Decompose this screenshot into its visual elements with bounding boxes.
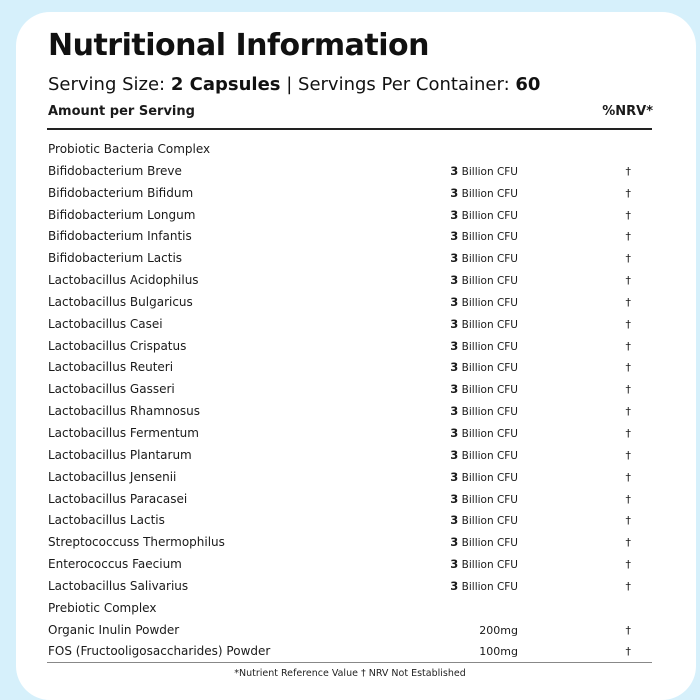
ingredient-name: Streptococcuss Thermophilus xyxy=(48,535,225,550)
ingredient-name: Lactobacillus Casei xyxy=(48,316,163,331)
ingredient-name: Lactobacillus Fermentum xyxy=(48,425,199,440)
amount-unit: Billion CFU xyxy=(458,537,518,550)
amount-unit: Billion CFU xyxy=(458,318,518,331)
ingredient-name: Prebiotic Complex xyxy=(48,600,157,615)
ingredient-row xyxy=(47,598,652,620)
ingredient-name: Bifidobacterium Longum xyxy=(48,207,196,222)
amount-unit: 100mg xyxy=(479,645,518,659)
ingredient-amount xyxy=(450,226,518,249)
ingredient-nrv: † xyxy=(625,470,631,484)
servings-per-container-value: 60 xyxy=(515,74,541,95)
serving-info xyxy=(48,74,540,95)
ingredient-row xyxy=(47,205,652,227)
ingredient-row xyxy=(47,336,652,358)
amount-unit: Billion CFU xyxy=(458,165,518,178)
amount-unit: Billion CFU xyxy=(458,209,518,222)
ingredient-nrv: † xyxy=(625,295,631,309)
ingredient-row xyxy=(47,532,652,554)
ingredient-row xyxy=(47,379,652,401)
ingredient-row xyxy=(47,357,652,379)
ingredient-nrv: † xyxy=(625,448,631,462)
amount-unit: Billion CFU xyxy=(458,580,518,593)
servings-per-container-label: Servings Per Container: xyxy=(298,74,516,95)
amount-value: 3 xyxy=(450,557,459,572)
ingredient-amount xyxy=(479,620,518,643)
amount-value: 3 xyxy=(450,229,459,244)
ingredient-amount xyxy=(450,445,518,468)
ingredient-nrv: † xyxy=(625,317,631,331)
footnote: *Nutrient Reference Value † NRV Not Established xyxy=(234,668,466,679)
ingredient-row xyxy=(47,467,652,489)
amount-value: 3 xyxy=(450,316,459,331)
amount-value: 3 xyxy=(450,294,459,309)
ingredient-nrv: † xyxy=(625,536,631,550)
ingredient-name: Bifidobacterium Lactis xyxy=(48,251,183,266)
amount-unit: Billion CFU xyxy=(458,231,518,244)
ingredient-nrv: † xyxy=(625,579,631,593)
ingredient-name: Lactobacillus Rhamnosus xyxy=(48,404,200,419)
ingredient-nrv: † xyxy=(625,645,631,659)
amount-unit: Billion CFU xyxy=(458,406,518,419)
amount-value: 3 xyxy=(450,447,459,462)
ingredient-name: Bifidobacterium Infantis xyxy=(48,229,192,244)
ingredient-amount xyxy=(450,401,518,424)
ingredient-name: Lactobacillus Reuteri xyxy=(48,360,174,375)
amount-unit: Billion CFU xyxy=(458,384,518,397)
ingredient-row xyxy=(47,139,652,161)
ingredient-nrv: † xyxy=(625,514,631,528)
ingredient-row xyxy=(47,510,652,532)
ingredient-amount xyxy=(450,336,518,359)
ingredient-nrv: † xyxy=(625,558,631,572)
ingredient-row xyxy=(47,641,652,663)
ingredient-name: Lactobacillus Plantarum xyxy=(48,447,192,462)
ingredient-amount xyxy=(450,510,518,533)
amount-unit: Billion CFU xyxy=(458,362,518,375)
ingredient-name: Bifidobacterium Breve xyxy=(48,163,182,178)
ingredient-row xyxy=(47,161,652,183)
amount-value: 3 xyxy=(450,425,459,440)
amount-value: 3 xyxy=(450,185,459,200)
amount-value: 3 xyxy=(450,207,459,222)
ingredient-nrv: † xyxy=(625,623,631,637)
nrv-header: %NRV* xyxy=(602,104,653,119)
ingredient-list xyxy=(47,139,652,663)
amount-value: 3 xyxy=(450,469,459,484)
ingredient-nrv: † xyxy=(625,164,631,178)
ingredient-nrv: † xyxy=(625,405,631,419)
ingredient-row xyxy=(47,270,652,292)
panel-title: Nutritional Information xyxy=(48,28,430,63)
ingredient-amount xyxy=(450,489,518,512)
ingredient-name: Bifidobacterium Bifidum xyxy=(48,185,194,200)
ingredient-name: Probiotic Bacteria Complex xyxy=(48,142,211,156)
ingredient-row xyxy=(47,314,652,336)
amount-unit: Billion CFU xyxy=(458,296,518,309)
ingredient-name: Lactobacillus Crispatus xyxy=(48,338,187,353)
ingredient-name: Lactobacillus Acidophilus xyxy=(48,273,199,288)
ingredient-amount xyxy=(450,423,518,446)
ingredient-amount xyxy=(450,292,518,315)
ingredient-amount xyxy=(450,357,518,380)
ingredient-row xyxy=(47,489,652,511)
amount-value: 3 xyxy=(450,360,459,375)
ingredient-amount xyxy=(450,314,518,337)
amount-value: 3 xyxy=(450,251,459,266)
amount-unit: Billion CFU xyxy=(458,449,518,462)
amount-unit: Billion CFU xyxy=(458,559,518,572)
ingredient-nrv: † xyxy=(625,230,631,244)
ingredient-name: Lactobacillus Bulgaricus xyxy=(48,294,193,309)
ingredient-nrv: † xyxy=(625,208,631,222)
ingredient-name: FOS (Fructooligosaccharides) Powder xyxy=(48,644,271,659)
ingredient-row xyxy=(47,248,652,270)
ingredient-amount xyxy=(450,379,518,402)
ingredient-nrv: † xyxy=(625,426,631,440)
ingredient-row xyxy=(47,576,652,598)
ingredient-nrv: † xyxy=(625,186,631,200)
ingredient-amount xyxy=(450,270,518,293)
amount-unit: Billion CFU xyxy=(458,340,518,353)
ingredient-name: Lactobacillus Paracasei xyxy=(48,491,188,506)
ingredient-row xyxy=(47,423,652,445)
ingredient-nrv: † xyxy=(625,274,631,288)
ingredient-amount xyxy=(479,641,518,664)
amount-unit: Billion CFU xyxy=(458,515,518,528)
amount-unit: Billion CFU xyxy=(458,471,518,484)
ingredient-name: Organic Inulin Powder xyxy=(48,622,180,637)
ingredient-name: Lactobacillus Gasseri xyxy=(48,382,175,397)
ingredient-row xyxy=(47,620,652,642)
ingredient-amount xyxy=(450,532,518,555)
amount-unit: 200mg xyxy=(479,623,518,637)
ingredient-amount xyxy=(450,248,518,271)
ingredient-nrv: † xyxy=(625,252,631,266)
amount-value: 3 xyxy=(450,338,459,353)
ingredient-row xyxy=(47,183,652,205)
ingredient-nrv: † xyxy=(625,492,631,506)
ingredient-row xyxy=(47,445,652,467)
ingredient-row xyxy=(47,226,652,248)
serving-separator: | xyxy=(280,74,299,95)
ingredient-name: Enterococcus Faecium xyxy=(48,557,182,572)
ingredient-amount xyxy=(450,576,518,599)
amount-value: 3 xyxy=(450,513,459,528)
amount-value: 3 xyxy=(450,273,459,288)
amount-unit: Billion CFU xyxy=(458,427,518,440)
footer-divider xyxy=(47,662,652,663)
ingredient-name: Lactobacillus Salivarius xyxy=(48,578,189,593)
ingredient-amount xyxy=(450,554,518,577)
ingredient-amount xyxy=(450,161,518,184)
ingredient-amount xyxy=(450,205,518,228)
amount-unit: Billion CFU xyxy=(458,275,518,288)
ingredient-nrv: † xyxy=(625,383,631,397)
serving-size-value: 2 Capsules xyxy=(170,74,281,95)
amount-value: 3 xyxy=(450,535,459,550)
ingredient-name: Lactobacillus Lactis xyxy=(48,513,165,528)
ingredient-nrv: † xyxy=(625,339,631,353)
amount-unit: Billion CFU xyxy=(458,253,518,266)
amount-value: 3 xyxy=(450,404,459,419)
amount-per-serving-header: Amount per Serving xyxy=(48,104,195,119)
ingredient-amount xyxy=(450,467,518,490)
amount-value: 3 xyxy=(450,382,459,397)
ingredient-nrv: † xyxy=(625,361,631,375)
ingredient-row xyxy=(47,292,652,314)
amount-value: 3 xyxy=(450,578,459,593)
ingredient-row xyxy=(47,554,652,576)
ingredient-name: Lactobacillus Jensenii xyxy=(48,469,177,484)
ingredient-amount xyxy=(450,183,518,206)
serving-size-label: Serving Size: xyxy=(48,74,171,95)
amount-unit: Billion CFU xyxy=(458,493,518,506)
amount-unit: Billion CFU xyxy=(458,187,518,200)
ingredient-row xyxy=(47,401,652,423)
amount-value: 3 xyxy=(450,491,459,506)
header-divider xyxy=(47,128,652,130)
amount-value: 3 xyxy=(450,163,459,178)
